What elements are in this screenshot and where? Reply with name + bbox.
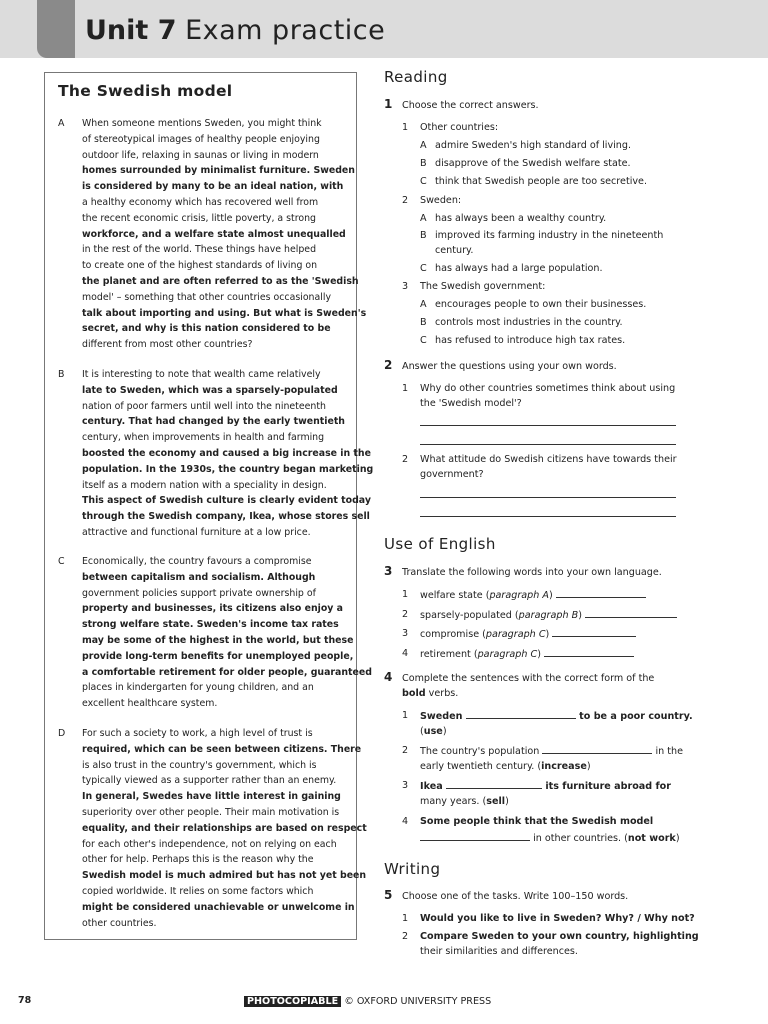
question-number: 2 bbox=[384, 358, 393, 372]
paragraph-line: a comfortable retirement for older people, guaranteed bbox=[82, 666, 372, 678]
item-number: 2 bbox=[402, 454, 409, 465]
section-heading-reading: Reading bbox=[384, 68, 448, 86]
section-heading-use-of-english: Use of English bbox=[384, 535, 496, 553]
question-instruction: Answer the questions using your own words. bbox=[402, 361, 617, 372]
answer-blank[interactable] bbox=[446, 778, 542, 789]
item-number: 1 bbox=[402, 589, 409, 600]
option-text: improved its farming industry in the nineteenth bbox=[435, 230, 664, 241]
paragraph-line: of stereotypical images of healthy people enjoying bbox=[82, 133, 320, 145]
item-stem: The Swedish government: bbox=[420, 281, 546, 292]
answer-line[interactable] bbox=[420, 425, 676, 426]
paragraph-line: century. That had changed by the early twentieth bbox=[82, 416, 345, 428]
paragraph-letter: B bbox=[58, 369, 65, 380]
option-letter: C bbox=[420, 263, 427, 274]
text: Some people think that the Swedish model bbox=[420, 816, 654, 827]
answer-blank[interactable] bbox=[585, 607, 677, 618]
paragraph-ref: paragraph C bbox=[477, 649, 538, 660]
section-heading-writing: Writing bbox=[384, 860, 441, 878]
option-text: think that Swedish people are too secretive. bbox=[435, 176, 647, 187]
text: in the bbox=[655, 746, 683, 757]
item-number: 1 bbox=[402, 122, 409, 133]
item-number: 2 bbox=[402, 195, 409, 206]
paragraph-line: the recent economic crisis, little poverty, a strong bbox=[82, 212, 316, 224]
paragraph-line: homes surrounded by minimalist furniture. Sweden bbox=[82, 165, 355, 177]
text: Sweden bbox=[420, 711, 463, 722]
paragraph-line: may be some of the highest in the world, but these bbox=[82, 634, 354, 646]
answer-line[interactable] bbox=[420, 516, 676, 517]
paragraph-line: government policies support private ownership of bbox=[82, 587, 316, 599]
paragraph-line: excellent healthcare system. bbox=[82, 698, 218, 710]
item-number: 3 bbox=[402, 780, 409, 791]
paragraph-line: the planet and are often referred to as the 'Swedish bbox=[82, 275, 359, 287]
option-text: encourages people to own their businesses. bbox=[435, 299, 647, 310]
task-line: Would you like to live in Sweden? Why? / Why not? bbox=[420, 913, 695, 924]
paragraph-line: in the rest of the world. These things have helped bbox=[82, 244, 317, 256]
option-letter: A bbox=[420, 299, 427, 310]
sentence-line bbox=[420, 814, 653, 829]
paragraph-line: It is interesting to note that wealth came relatively bbox=[82, 369, 321, 380]
page-number: 78 bbox=[18, 995, 32, 1006]
option-letter: A bbox=[420, 213, 427, 224]
text: bold bbox=[402, 688, 426, 699]
paragraph-letter: C bbox=[58, 556, 65, 567]
text: ) bbox=[586, 761, 591, 772]
item-number: 4 bbox=[402, 816, 409, 827]
text: The country's population bbox=[420, 746, 540, 757]
option-letter: B bbox=[420, 158, 427, 169]
item-number: 1 bbox=[402, 383, 409, 394]
text: increase bbox=[541, 761, 587, 772]
answer-blank[interactable] bbox=[542, 743, 652, 754]
paragraph-line: Swedish model is much admired but has not yet been bbox=[82, 870, 367, 882]
paragraph-line: boosted the economy and caused a big increase in the bbox=[82, 447, 371, 459]
article-paragraph bbox=[58, 554, 372, 712]
text: early twentieth century. ( bbox=[420, 761, 542, 772]
text: ) bbox=[442, 726, 447, 737]
paragraph-line: might be considered unachievable or unwelcome in bbox=[82, 901, 355, 913]
paragraph-line: other for help. Perhaps this is the reason why the bbox=[82, 854, 314, 866]
article-title: The Swedish model bbox=[58, 82, 233, 100]
paragraph-line: century, when improvements in health and farming bbox=[82, 432, 325, 444]
text: to be a poor country. bbox=[579, 711, 693, 722]
option-letter: C bbox=[420, 335, 427, 346]
sentence-line bbox=[420, 830, 680, 846]
question-instruction: Complete the sentences with the correct form of the bbox=[402, 673, 655, 684]
photocopiable-badge: PHOTOCOPIABLE bbox=[244, 996, 341, 1007]
text: ) bbox=[675, 833, 680, 844]
question-instruction: Translate the following words into your own language. bbox=[402, 567, 662, 578]
item-line: What attitude do Swedish citizens have towards their bbox=[420, 454, 677, 465]
text: retirement ( bbox=[420, 649, 478, 660]
text: compromise ( bbox=[420, 629, 486, 640]
task-line: Compare Sweden to your own country, highlighting bbox=[420, 931, 699, 942]
item-line: government? bbox=[420, 469, 484, 480]
paragraph-line: Economically, the country favours a compromise bbox=[82, 556, 312, 567]
text: ) bbox=[578, 610, 582, 621]
text: ) bbox=[537, 649, 541, 660]
question-instruction bbox=[402, 686, 458, 701]
text: many years. ( bbox=[420, 796, 487, 807]
text: ( bbox=[420, 726, 424, 737]
answer-blank[interactable] bbox=[466, 708, 576, 719]
paragraph-ref: paragraph B bbox=[518, 610, 579, 621]
paragraph-line: property and businesses, its citizens also enjoy a bbox=[82, 603, 343, 615]
answer-blank[interactable] bbox=[556, 587, 646, 598]
translate-item bbox=[420, 646, 634, 662]
page-title: Unit 7 Exam practice bbox=[85, 15, 386, 46]
sentence-line bbox=[420, 724, 447, 739]
paragraph-line: provide long-term benefits for unemployed people, bbox=[82, 650, 354, 662]
option-letter: B bbox=[420, 230, 427, 241]
option-text: has refused to introduce high tax rates. bbox=[435, 335, 626, 346]
paragraph-line: itself as a modern nation with a speciality in design. bbox=[82, 479, 327, 491]
paragraph-line: In general, Swedes have little interest in gaining bbox=[82, 791, 341, 803]
question-instruction: Choose one of the tasks. Write 100–150 words. bbox=[402, 891, 629, 902]
text: ) bbox=[505, 796, 509, 807]
sentence-line bbox=[420, 794, 509, 809]
translate-item bbox=[420, 626, 636, 642]
item-number: 3 bbox=[402, 281, 409, 292]
paragraph-line: This aspect of Swedish culture is clearly evident today bbox=[82, 495, 371, 507]
option-letter: C bbox=[420, 176, 427, 187]
answer-line[interactable] bbox=[420, 444, 676, 445]
paragraph-line: population. In the 1930s, the country began marketing bbox=[82, 463, 374, 475]
question-number: 3 bbox=[384, 564, 393, 578]
paragraph-line: copied worldwide. It relies on some factors which bbox=[82, 885, 314, 897]
paragraph-line: other countries. bbox=[82, 917, 157, 929]
paragraph-line: workforce, and a welfare state almost unequalled bbox=[82, 228, 346, 240]
task-line: their similarities and differences. bbox=[420, 946, 578, 957]
text: not work bbox=[627, 833, 676, 844]
header-tab bbox=[37, 0, 75, 58]
text: Ikea bbox=[420, 781, 443, 792]
option-text: has always been a wealthy country. bbox=[435, 213, 607, 224]
text: sell bbox=[486, 796, 506, 807]
copyright: PHOTOCOPIABLE © OXFORD UNIVERSITY PRESS bbox=[244, 996, 491, 1007]
item-number: 3 bbox=[402, 628, 409, 639]
paragraph-line: For such a society to work, a high level of trust is bbox=[82, 728, 313, 739]
paragraph-line: strong welfare state. Sweden's income tax rates bbox=[82, 619, 339, 631]
paragraph-line: typically viewed as a supporter rather than an enemy. bbox=[82, 775, 337, 787]
paragraph-line: places in kindergarten for young children, and an bbox=[82, 682, 314, 694]
option-text: admire Sweden's high standard of living. bbox=[435, 140, 632, 151]
paragraph-line: for each other's independence, not on relying on each bbox=[82, 838, 337, 850]
paragraph-line: nation of poor farmers until well into the nineteenth bbox=[82, 400, 326, 412]
text: sparsely-populated ( bbox=[420, 610, 519, 621]
item-stem: Sweden: bbox=[420, 195, 462, 206]
paragraph-line: to create one of the highest standards of living on bbox=[82, 260, 318, 272]
paragraph-line: attractive and functional furniture at a low price. bbox=[82, 526, 311, 538]
text: verbs. bbox=[425, 688, 459, 699]
answer-blank[interactable] bbox=[544, 646, 634, 657]
paragraph-line: When someone mentions Sweden, you might think bbox=[82, 118, 322, 129]
paragraph-line: required, which can be seen between citizens. There bbox=[82, 743, 362, 755]
translate-item bbox=[420, 607, 677, 623]
sentence-line bbox=[420, 743, 683, 759]
article-paragraph bbox=[58, 367, 374, 541]
option-text: controls most industries in the country. bbox=[435, 317, 623, 328]
answer-line[interactable] bbox=[420, 497, 676, 498]
item-number: 1 bbox=[402, 913, 409, 924]
item-stem: Other countries: bbox=[420, 122, 499, 133]
paragraph-line: a healthy economy which has recovered well from bbox=[82, 196, 319, 208]
paragraph-line: between capitalism and socialism. Although bbox=[82, 571, 316, 583]
paragraph-letter: A bbox=[58, 118, 65, 129]
article-paragraph bbox=[58, 726, 367, 931]
option-text: disapprove of the Swedish welfare state. bbox=[435, 158, 631, 169]
option-text-cont: century. bbox=[435, 245, 474, 256]
answer-blank[interactable] bbox=[420, 830, 530, 841]
paragraph-ref: paragraph A bbox=[489, 590, 549, 601]
option-letter: B bbox=[420, 317, 427, 328]
option-letter: A bbox=[420, 140, 427, 151]
paragraph-line: different from most other countries? bbox=[82, 339, 253, 351]
translate-item bbox=[420, 587, 646, 603]
item-number: 1 bbox=[402, 710, 409, 721]
item-number: 4 bbox=[402, 648, 409, 659]
sentence-line bbox=[420, 708, 693, 724]
paragraph-line: talk about importing and using. But what is Sweden's bbox=[82, 307, 367, 319]
answer-blank[interactable] bbox=[552, 626, 636, 637]
text: use bbox=[423, 726, 443, 737]
paragraph-ref: paragraph C bbox=[485, 629, 546, 640]
text: its furniture abroad for bbox=[545, 781, 671, 792]
question-number: 4 bbox=[384, 670, 393, 684]
text: welfare state ( bbox=[420, 590, 490, 601]
item-line: the 'Swedish model'? bbox=[420, 398, 522, 409]
paragraph-line: secret, and why is this nation considered to be bbox=[82, 323, 331, 335]
paragraph-line: is considered by many to be an ideal nation, with bbox=[82, 181, 344, 193]
paragraph-line: model' – something that other countries occasionally bbox=[82, 291, 332, 303]
sentence-line bbox=[420, 759, 591, 774]
paragraph-line: is also trust in the country's government, which is bbox=[82, 759, 317, 771]
paragraph-line: through the Swedish company, Ikea, whose stores sell bbox=[82, 511, 370, 523]
paragraph-line: superiority over other people. Their main motivation is bbox=[82, 806, 340, 818]
text: ) bbox=[548, 590, 553, 601]
paragraph-line: equality, and their relationships are based on respect bbox=[82, 822, 367, 834]
paragraph-line: outdoor life, relaxing in saunas or living in modern bbox=[82, 149, 319, 161]
option-text: has always had a large population. bbox=[435, 263, 603, 274]
item-number: 2 bbox=[402, 609, 409, 620]
item-number: 2 bbox=[402, 931, 409, 942]
item-line: Why do other countries sometimes think about using bbox=[420, 383, 676, 394]
sentence-line bbox=[420, 778, 671, 794]
question-number: 1 bbox=[384, 97, 393, 111]
article-paragraph bbox=[58, 116, 367, 353]
paragraph-line: late to Sweden, which was a sparsely-populated bbox=[82, 384, 338, 396]
text: in other countries. ( bbox=[533, 833, 628, 844]
text: ) bbox=[545, 629, 550, 640]
paragraph-letter: D bbox=[58, 728, 66, 739]
question-instruction: Choose the correct answers. bbox=[402, 100, 539, 111]
item-number: 2 bbox=[402, 745, 409, 756]
question-number: 5 bbox=[384, 888, 393, 902]
